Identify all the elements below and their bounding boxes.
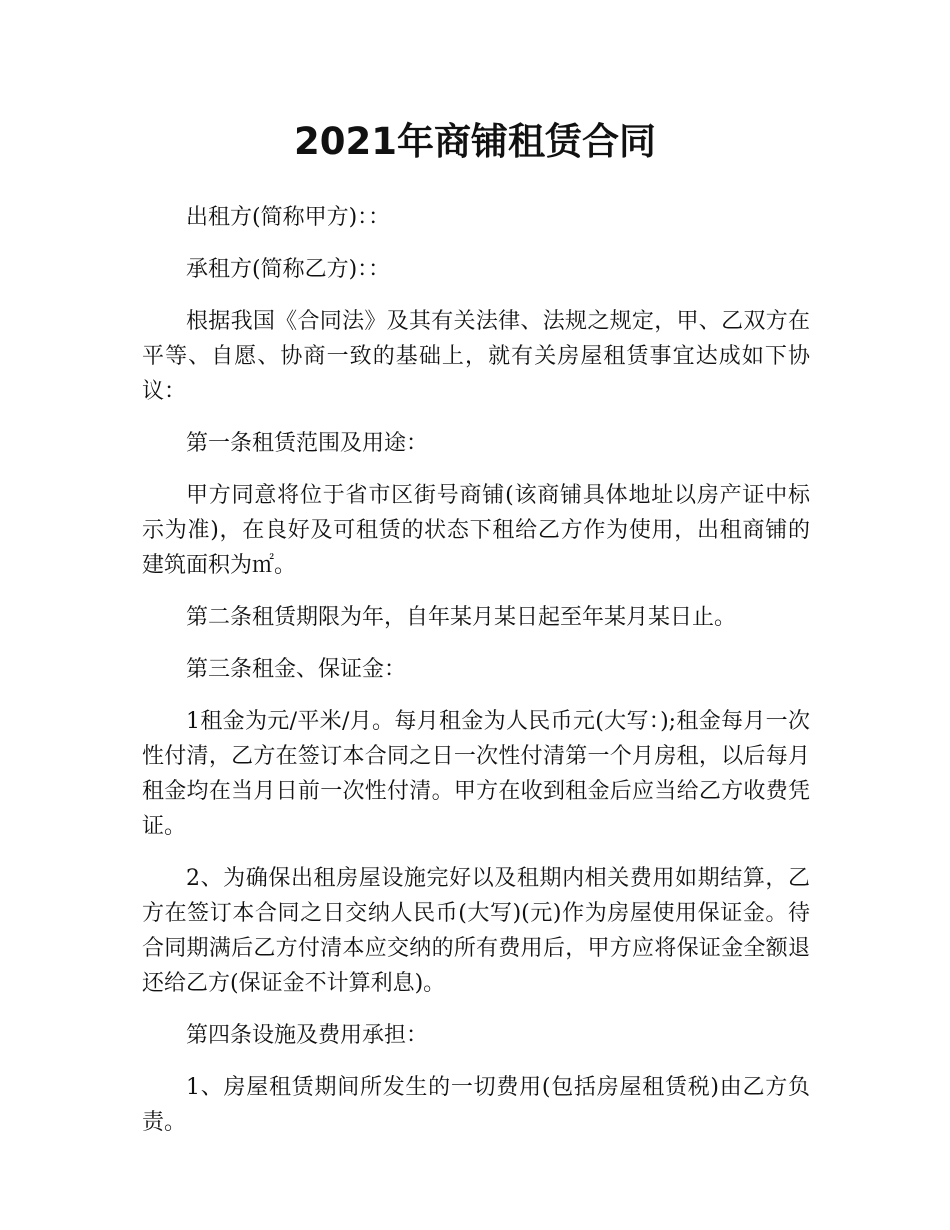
- article-2-text: 第二条租赁期限为年，自年某月某日起至年某月某日止。: [186, 605, 737, 630]
- document-body: [142, 200, 810, 1157]
- lessee-line: 承租方(简称乙方)：：: [186, 257, 391, 282]
- article-1-heading: 第一条租赁范围及用途：: [186, 431, 429, 456]
- article-4-heading: 第四条设施及费用承担：: [186, 1023, 429, 1048]
- lessor-line: 出租方(简称甲方)：：: [186, 205, 391, 230]
- preamble-paragraph: 根据我国《合同法》及其有关法律、法规之规定，甲、乙双方在平等、自愿、协商一致的基础上，就有关房屋租赁事宜达成如下协议：: [142, 309, 810, 404]
- article-3-clause-2: 2、为确保出租房屋设施完好以及租期内相关费用如期结算，乙方在签订本合同之日交纳人民币(大写)(元)作为房屋使用保证金。待合同期满后乙方付清本应交纳的所有费用后，甲方应将保证金全额退还给乙方(保证金不计算利息)。: [142, 866, 810, 996]
- article-3-heading: 第三条租金、保证金：: [186, 657, 407, 682]
- article-1-text: 甲方同意将位于省市区街号商铺(该商铺具体地址以房产证中标示为准)，在良好及可租赁的状态下租给乙方作为使用，出租商铺的建筑面积为㎡。: [142, 483, 810, 578]
- article-3-clause-1: 1租金为元/平米/月。每月租金为人民币元(大写：);租金每月一次性付清，乙方在签订本合同之日一次性付清第一个月房租，以后每月租金均在当月日前一次性付清。甲方在收到租金后应当给乙方收费凭证。: [142, 709, 810, 839]
- article-4-clause-1: 1、房屋租赁期间所发生的一切费用(包括房屋租赁税)由乙方负责。: [142, 1075, 810, 1135]
- document-title: 2021年商铺租赁合同: [294, 120, 656, 163]
